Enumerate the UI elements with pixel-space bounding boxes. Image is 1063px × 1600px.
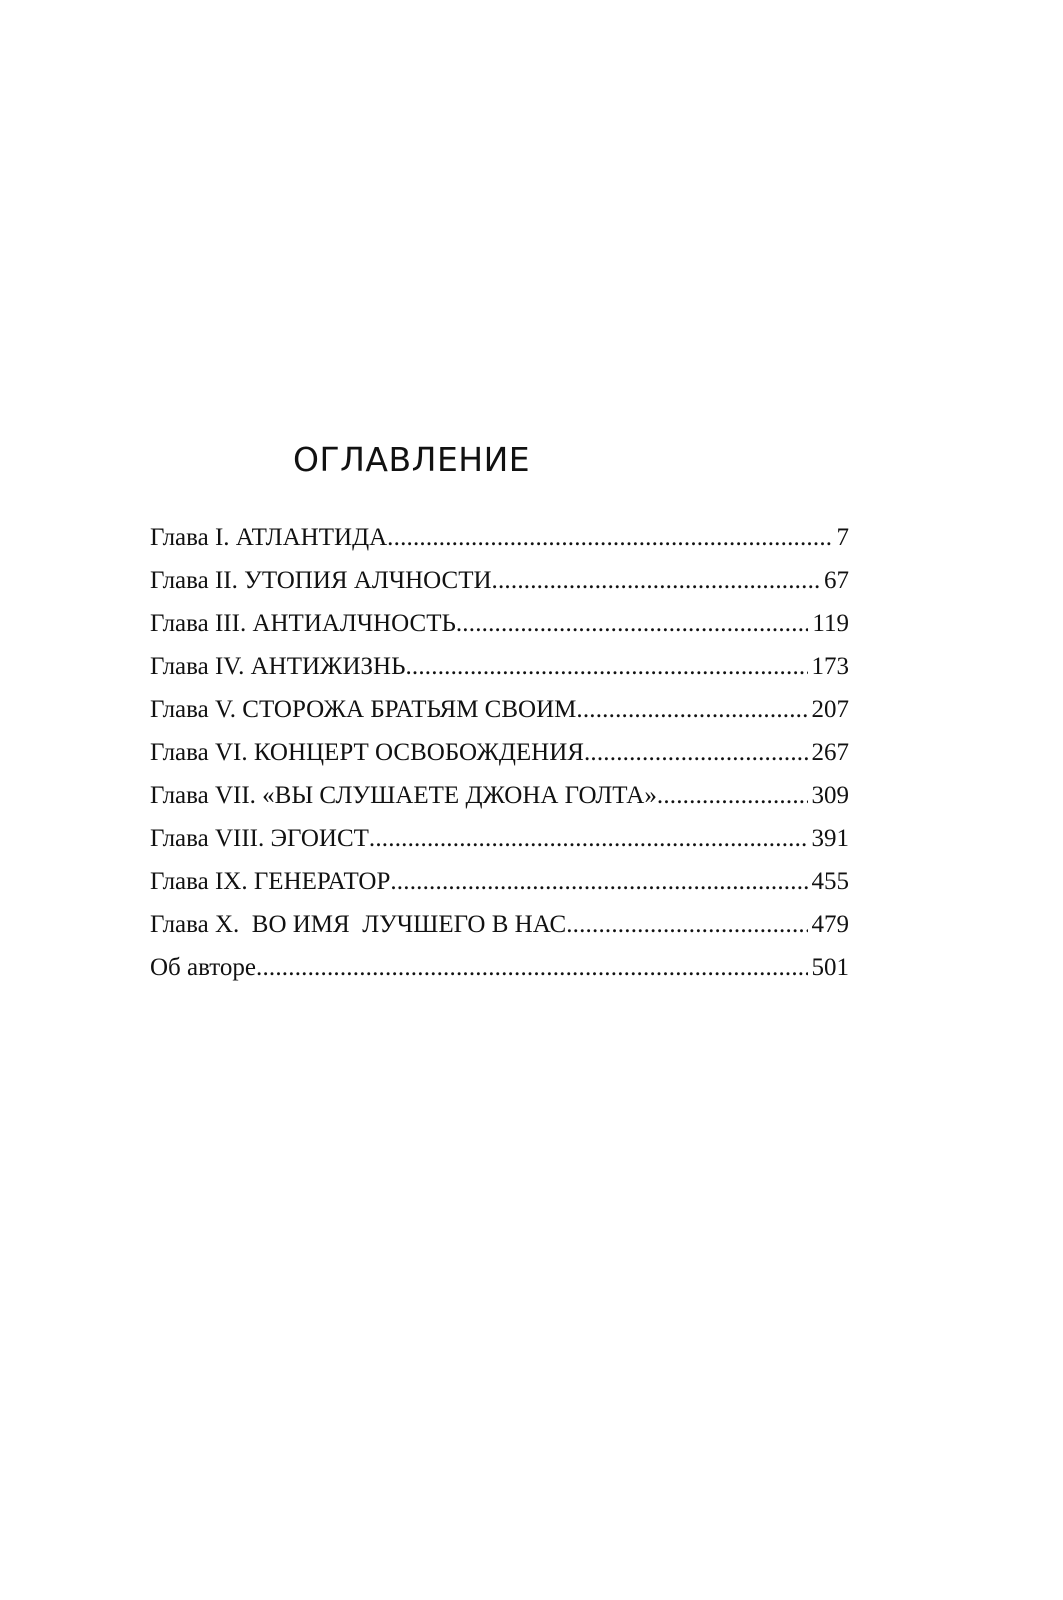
dot-leader xyxy=(492,559,820,602)
toc-entry-page: 207 xyxy=(811,696,849,723)
toc-entry-label: Глава IX. ГЕНЕРАТОР xyxy=(150,868,391,895)
dot-leader xyxy=(584,731,808,774)
toc-entry-page: 309 xyxy=(811,782,849,809)
toc-entry-page: 501 xyxy=(811,954,849,981)
toc-entry-page: 267 xyxy=(811,739,849,766)
toc-entry-page: 7 xyxy=(836,524,849,551)
dot-leader xyxy=(390,860,807,903)
toc-entry-page: 455 xyxy=(811,868,849,895)
toc-entry xyxy=(150,860,849,903)
toc-entry-label: Глава V. СТОРОЖА БРАТЬЯМ СВОИМ xyxy=(150,696,577,723)
toc-entry-label: Глава I. АТЛАНТИДА xyxy=(150,524,388,551)
toc-entry-label: Об авторе xyxy=(150,954,256,981)
toc-entry xyxy=(150,559,849,602)
toc-entry xyxy=(150,903,849,946)
dot-leader xyxy=(256,946,808,989)
dot-leader xyxy=(657,774,808,817)
dot-leader xyxy=(576,688,807,731)
toc-entry-label: Глава IV. АНТИЖИЗНЬ xyxy=(150,653,406,680)
toc-entry-label: Глава VIII. ЭГОИСТ xyxy=(150,825,369,852)
toc-entry-label: Глава VII. «ВЫ СЛУШАЕТЕ ДЖОНА ГОЛТА» xyxy=(150,782,657,809)
toc-entry xyxy=(150,516,849,559)
toc-entry xyxy=(150,602,849,645)
dot-leader xyxy=(387,516,832,559)
page-title: ОГЛАВЛЕНИЕ xyxy=(293,440,531,479)
toc-entry xyxy=(150,731,849,774)
toc-entry-page: 391 xyxy=(811,825,849,852)
toc-entry-page: 479 xyxy=(811,911,849,938)
toc-entry-page: 173 xyxy=(811,653,849,680)
toc-entry-page: 119 xyxy=(812,610,849,637)
toc-entry-label: Глава VI. КОНЦЕРТ ОСВОБОЖДЕНИЯ xyxy=(150,739,584,766)
dot-leader xyxy=(566,903,807,946)
dot-leader xyxy=(369,817,808,860)
toc-entry xyxy=(150,645,849,688)
toc-entry-label: Глава III. АНТИАЛЧНОСТЬ xyxy=(150,610,456,637)
toc-entry xyxy=(150,774,849,817)
table-of-contents xyxy=(150,516,849,989)
toc-entry-label: Глава X. ВО ИМЯ ЛУЧШЕГО В НАС xyxy=(150,911,567,938)
dot-leader xyxy=(405,645,807,688)
toc-entry xyxy=(150,688,849,731)
toc-entry xyxy=(150,817,849,860)
dot-leader xyxy=(456,602,809,645)
toc-entry-label: Глава II. УТОПИЯ АЛЧНОСТИ xyxy=(150,567,492,594)
toc-entry xyxy=(150,946,849,989)
toc-entry-page: 67 xyxy=(824,567,849,594)
